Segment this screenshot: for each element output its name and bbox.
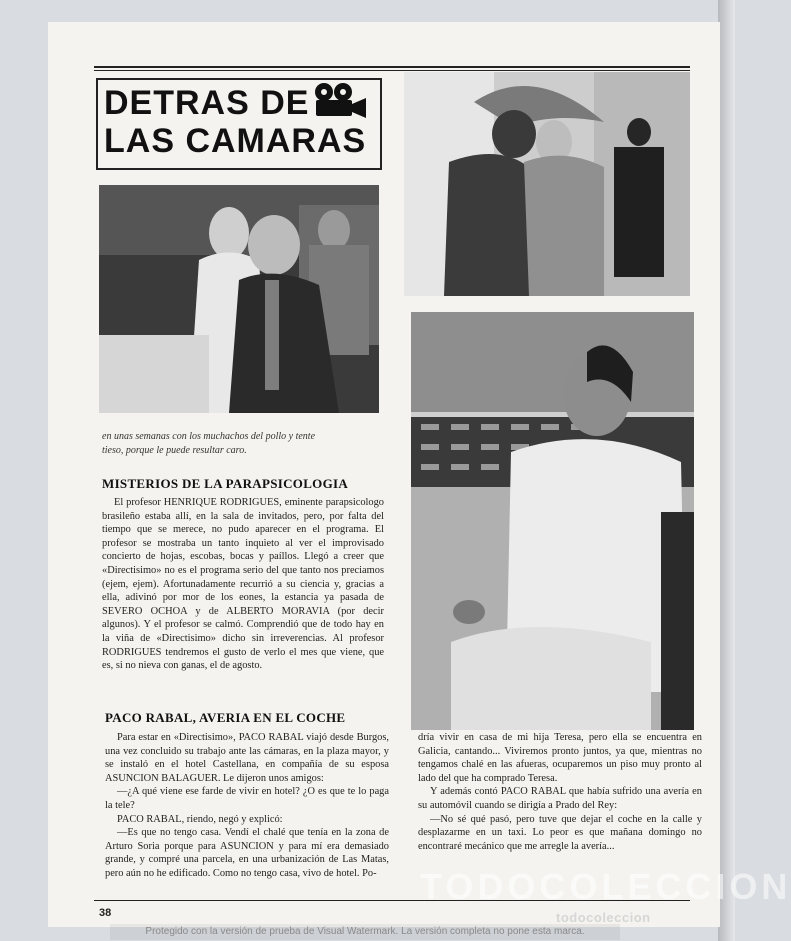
watermark-notice: Protegido con la versión de prueba de Visual Watermark. La versión completa no pone esta marca. — [110, 924, 620, 940]
section-title: DETRAS DE LAS CAMARAS — [104, 84, 367, 160]
paragraph: —Es que no tengo casa. Vendí el chalé que tenía en la zona de Arturo Soria porque para ASUNCION y para mí era demasiado grande, y compré una parcela, en una urbanización de Las Matas, pero aún no he edificado. Como no tengo casa, vivo de hotel. Po- — [105, 827, 389, 879]
film-camera-icon — [310, 82, 368, 120]
paragraph: PACO RABAL, riendo, negó y explicó: — [117, 813, 283, 825]
article-body-parapsicologia — [102, 496, 384, 673]
paragraph: —¿A qué viene ese farde de vivir en hotel? ¿O es que te lo paga la tele? — [105, 786, 389, 811]
section-title-box — [96, 78, 382, 170]
photo-cowboy-hat — [404, 72, 690, 296]
paragraph: El profesor HENRIQUE RODRIGUES, eminente parapsicologo brasileño estaba allí, en la sala de invitados, pero, por falta del tiempo que se merece, no pudo aparecer en el programa. El profesor se mostraba un tanto inquieto al ver el improvisado concierto de hojas, escobas, bocas y paíllos. Llegó a creer que «Directisimo» no es el programa serio del que tanto nos preciamos (ejem, ejem). Afortunadamente recurrió a su ciencia y, gracias a ella, adivinó por mor de los eones, la estancia ya pasada de SEVERO OCHOA y de ALBERTO MORAVIA (por decir algunos). Y el profesor se calmó. Comprendió que de todo hay en la viña de «Directisimo» dicho sin irreverencias. Al profesor RODRIGUES tendremos el gusto de verlo el mes que viene, que es, si no nieva con ganas, el de agosto. — [102, 497, 384, 672]
paragraph: dría vivir en casa de mi hija Teresa, pero ella se encuentra en Galicia, cantando... Viviremos pronto juntos, ya que, mientras no tengamos chalé en las afueras, ocuparemos un piso muy pronto al lado del que ha comprado Teresa. — [418, 732, 702, 784]
photo-paco-rabal — [411, 312, 694, 730]
article-body-col1 — [105, 731, 389, 895]
top-rule — [94, 66, 690, 68]
photo-couple-laughing — [99, 185, 379, 413]
watermark-logo: todocoleccion — [556, 910, 651, 925]
photo-caption: en unas semanas con los muchachos del pollo y tente tieso, porque le puede resultar caro. — [102, 431, 316, 456]
paragraph: Y además contó PACO RABAL que había sufrido una avería en su automóvil cuando se dirigía a Prado del Rey: — [418, 786, 702, 811]
article-heading-paco-rabal: PACO RABAL, AVERIA EN EL COCHE — [105, 710, 346, 725]
article-heading-parapsicologia: MISTERIOS DE LA PARAPSICOLOGIA — [102, 476, 349, 491]
page-fold — [718, 0, 735, 941]
paragraph: —No sé qué pasó, pero tuve que dejar el coche en la calle y desplazarme en un taxi. Lo peor es que mañana domingo no encontraré mecánico que me arregle la avería... — [418, 813, 702, 852]
watermark-large: TODOCOLECCION — [420, 866, 791, 907]
page-number: 38 — [99, 907, 112, 919]
paragraph: Para estar en «Directisimo», PACO RABAL viajó desde Burgos, una vez concluido su trabajo ante las cámaras, en la plaza mayor, y se instaló en el hotel Castellana, en compañía de su esposa ASUNCION BALAGUER. Le dijeron unos amigos: — [105, 732, 389, 784]
top-rule-thin — [94, 70, 690, 71]
